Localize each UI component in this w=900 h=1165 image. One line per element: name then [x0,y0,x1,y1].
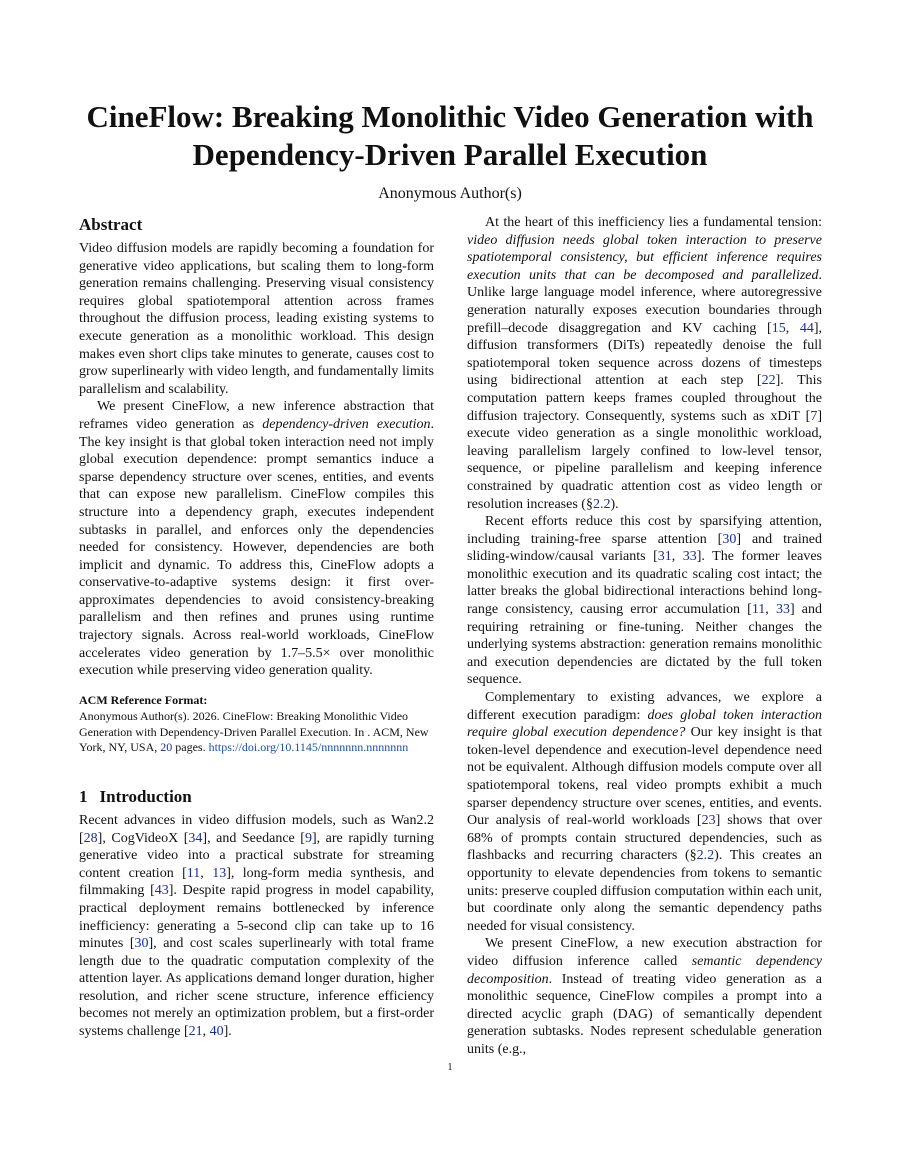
abstract-heading: Abstract [79,215,143,234]
left-column [79,214,434,1041]
citation-link[interactable]: 21 [188,1024,203,1040]
citation-link[interactable]: 22 [761,373,776,389]
citation-link[interactable]: 40 [209,1024,224,1040]
citation-link[interactable]: 15 [771,320,786,336]
page-number: 1 [447,1062,453,1073]
citation-link[interactable]: 11 [751,602,766,618]
intro-heading [79,786,434,808]
citation-link[interactable]: 30 [722,531,737,547]
emphasis-text: does global token interaction require global execution dependence? [467,707,822,741]
citation-link[interactable]: 31 [657,549,672,565]
paper-authors: Anonymous Author(s) [378,185,522,202]
paper-title: CineFlow: Breaking Monolithic Video Generation with Dependency-Driven Parallel Execution [86,99,814,172]
right-paragraph-1: At the heart of this inefficiency lies a fundamental tension: video diffusion needs global token interaction to preserve spatiotemporal consistency, but efficient inference requires execution units that can be decomposed and parallelized. Unlike large language model inference, where autoregressive generation naturally exposes execution boundaries through prefill–decode disaggregation and KV caching [15, 44], diffusion transformers (DiTs) repeatedly denoise the full spatiotemporal token sequence across dozens of timesteps using bidirectional attention at each step [22]. This computation pattern keeps frames coupled throughout the diffusion trajectory. Consequently, systems such as xDiT [7] execute video generation as a single monolithic workload, leaving parallelism largely confined to low-level tensor, sequence, or pipeline parallelism and keeping inference constrained by quadratic attention cost as video length or resolution increases (§2.2). [467,215,823,512]
right-paragraph-4: We present CineFlow, a new execution abstraction for video diffusion inference called semantic dependency decomposition. Instead of treating video generation as a monolithic sequence, CineFlow compiles a prompt into a directed acyclic graph (DAG) of semantically dependent generation subtasks. Nodes represent schedulable generation units (e.g., [467,936,822,1057]
citation-link[interactable]: 13 [212,865,227,881]
citation-link[interactable]: 43 [154,883,169,899]
citation-link[interactable]: 9 [304,830,312,846]
citation-link[interactable]: 11 [186,865,201,881]
citation-link[interactable]: 33 [775,602,790,618]
section-number: 1 [79,786,88,806]
citation-link[interactable]: 28 [83,830,98,846]
abstract-p2-emphasis: dependency-driven execution [262,416,431,432]
right-column [467,214,822,1059]
citation-link[interactable]: 30 [134,936,149,952]
right-paragraph-3: Complementary to existing advances, we explore a different execution paradigm: does global token interaction require global execution dependence? Our key insight is that token-level dependence and execution-level dependence need not be equivalent. Although diffusion models compute over all spatiotemporal tokens, real video prompts exhibit a much sparser dependency structure over scenes, entities, and events. Our analysis of real-world workloads [23] shows that over 68% of prompts contain structured dependencies, such as flashbacks and recurring characters (§2.2). This creates an opportunity to elevate dependencies from tokens to semantic units: preserve coupled diffusion computation within each unit, but coordinate only along the semantic dependency paths needed for visual consistency. [467,690,822,934]
emphasis-text: semantic dependency decomposition [467,953,822,987]
acm-reference-label: ACM Reference Format: [79,692,208,707]
citation-link[interactable]: 44 [799,320,814,336]
intro-paragraph-1: Recent advances in video diffusion models, such as Wan2.2 [28], CogVideoX [34], and Seedance [9], are rapidly turning generative video into a practical substrate for streaming content creation [11, 13], long-form media synthesis, and filmmaking [43]. Despite rapid progress in model capability, practical deployment remains bottlenecked by inference inefficiency: generating a 5-second clip can take up to 16 minutes [30], and cost scales superlinearly with total frame length due to the quadratic computation complexity of the attention layer. As applications demand longer duration, higher resolution, and richer scene structure, inference efficiency becomes not merely an optimization problem, but a first-order systems challenge [21, 40]. [79,812,435,1040]
abstract-paragraph-2 [79,398,434,680]
section-title: Introduction [99,786,192,806]
emphasis-text: video diffusion needs global token interaction to preserve spatiotemporal consistency, but efficient inference requires execution units that can be decomposed and parallelized [467,232,822,283]
citation-link[interactable]: 23 [701,813,716,829]
abstract-paragraph-1: Video diffusion models are rapidly becoming a foundation for generative video applications, but scaling them to long-form generation remains challenging. Preserving visual consistency requires global spatiotemporal attention across frames throughout the diffusion process, leading existing systems to execute generation as a monolithic workload. This design makes even short clips take minutes to generate, causes cost to grow superlinearly with video length, and fundamentally limits parallelism and scalability. [79,241,434,397]
acm-reference-text [79,709,434,756]
right-paragraph-2: Recent efforts reduce this cost by sparsifying attention, including training-free sparse attention [30] and trained sliding-window/causal variants [31, 33]. The former leaves monolithic execution and its quadratic scaling cost intact; the latter breaks the global bidirectional interactions behind long-range consistency, causing error accumulation [11, 33] and requiring retraining or fine-tuning. Neither changes the underlying systems abstraction: generation remains monolithic and execution dependencies are dictated by the full token sequence. [467,514,822,688]
doi-link[interactable]: https://doi.org/10.1145/nnnnnnn.nnnnnnn [208,740,409,755]
citation-link[interactable]: 7 [810,408,818,424]
citation-link[interactable]: 2.2 [696,848,715,864]
acm-reference-body: Anonymous Author(s). 2026. CineFlow: Breaking Monolithic Video Generation with Dependency-Driven Parallel Execution. In . ACM, New York, NY, USA, [79,709,429,755]
abstract-p2-text-b: . The key insight is that global token interaction need not imply global execution dependence: prompt semantics induce a sparse dependency structure over scenes, entities, and events that can expose new parallelism. CineFlow compiles this structure into a dependency graph, executes independent subtasks in parallel, and enforces only the dependencies needed for consistency. However, dependencies are both implicit and dynamic. To address this, CineFlow adopts a conservative-to-adaptive systems design: it first over-approximates dependencies to avoid consistency-breaking parallelism and then refines and prunes using runtime trajectory signals. Across real-world workloads, CineFlow accelerates video generation by 1.7–5.5× over monolithic execution while preserving video generation quality. [79,416,434,679]
citation-link[interactable]: 2.2 [592,496,611,512]
citation-link[interactable]: 33 [682,549,697,565]
citation-link[interactable]: 34 [188,830,203,846]
acm-page-count[interactable]: 20 [160,740,173,755]
abstract-p2-text-a: We present CineFlow, a new inference abstraction that reframes video generation as [79,399,434,432]
acm-pages-suffix: pages. [172,740,209,755]
